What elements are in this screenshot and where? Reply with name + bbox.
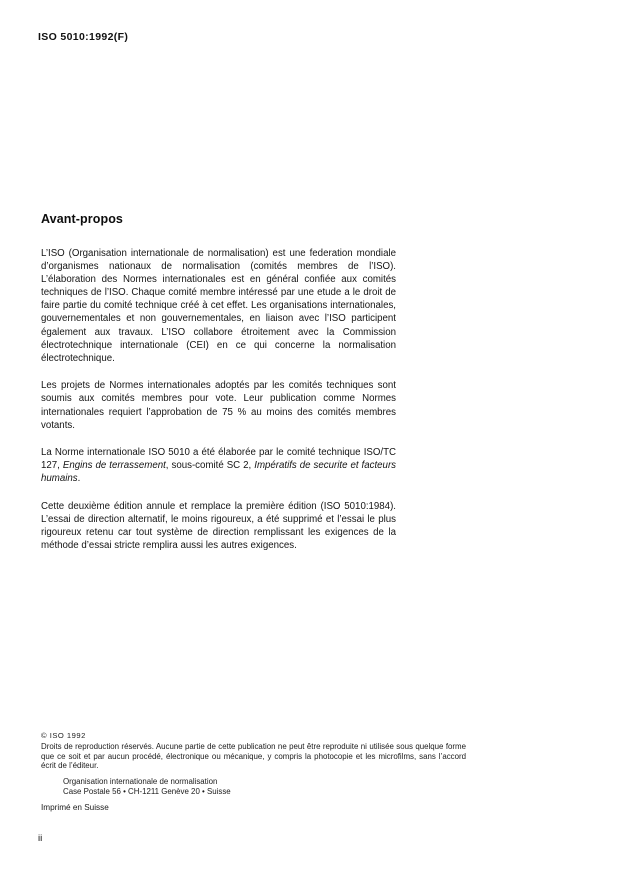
text-run: Cette deuxième édition annule et remplace la première édition (ISO 5010:1984). L’essai de direction alternatif, le moins rigoureux, a été supprimé et l’essai le plus rigoureux retenu car tout système de direction remplissant les exigences de la méthode d’essai stricte remplira aussi les autres exigences. — [41, 501, 396, 552]
text-run: La Norme internationale ISO 5010 a été élaborée par le comité technique ISO/TC 127, — [41, 447, 396, 472]
address-line-postal: Case Postale 56 • CH-1211 Genève 20 • Suisse — [63, 786, 231, 796]
foreword-paragraph-1 — [41, 247, 396, 365]
reproduction-rights-text: Droits de reproduction réservés. Aucune partie de cette publication ne peut être reproduite ni utilisée sous quelque forme que ce soit et par aucun procédé, électronique ou mécanique, y compris la photocopie et les microfilms, sans l’accord écrit de l’éditeur. — [41, 742, 466, 771]
copyright-line: © ISO 1992 — [41, 731, 86, 740]
italic-run: Engins de terrassement — [62, 460, 166, 472]
text-run: . — [77, 473, 81, 485]
italic-run: Impératifs de securite et facteurs humains — [41, 460, 397, 485]
foreword-paragraph-3 — [41, 446, 396, 485]
running-header: ISO 5010:1992(F) — [38, 31, 129, 43]
publisher-address — [41, 777, 466, 797]
page-number: ii — [38, 833, 43, 844]
printed-in-line: Imprimé en Suisse — [41, 803, 109, 813]
text-run: L’ISO (Organisation internationale de normalisation) est une federation mondiale d’organismes nationaux de normalisation (comités membres de l’ISO). L’élaboration des Normes internationales est en général confiée aux comités techniques de l’ISO. Chaque comité membre intéressé par une etude a le droit de faire partie du comité technique créé à cet effet. Les organisations internationales, gouvernementales et non gouvernementales, en liaison avec l’ISO participent également aux travaux. L’ISO collabore étroitement avec la Commission électrotechnique internationale (CEI) en ce qui concerne la normalisation électrotechnique. — [41, 248, 396, 364]
page-title: Avant-propos — [41, 212, 123, 226]
colophon — [41, 731, 466, 813]
foreword-paragraph-2 — [41, 379, 396, 431]
text-run: Les projets de Normes internationales adoptés par les comités techniques sont soumis aux comités membres pour vote. Leur publication comme Normes internationales requiert l’approbation de 75 % au moins des comités membres votants. — [41, 380, 396, 431]
text-run: , sous-comité SC 2, — [165, 460, 255, 472]
address-line-organisation: Organisation internationale de normalisation — [63, 776, 218, 786]
foreword-paragraph-4 — [41, 500, 396, 552]
foreword-section — [41, 212, 396, 552]
